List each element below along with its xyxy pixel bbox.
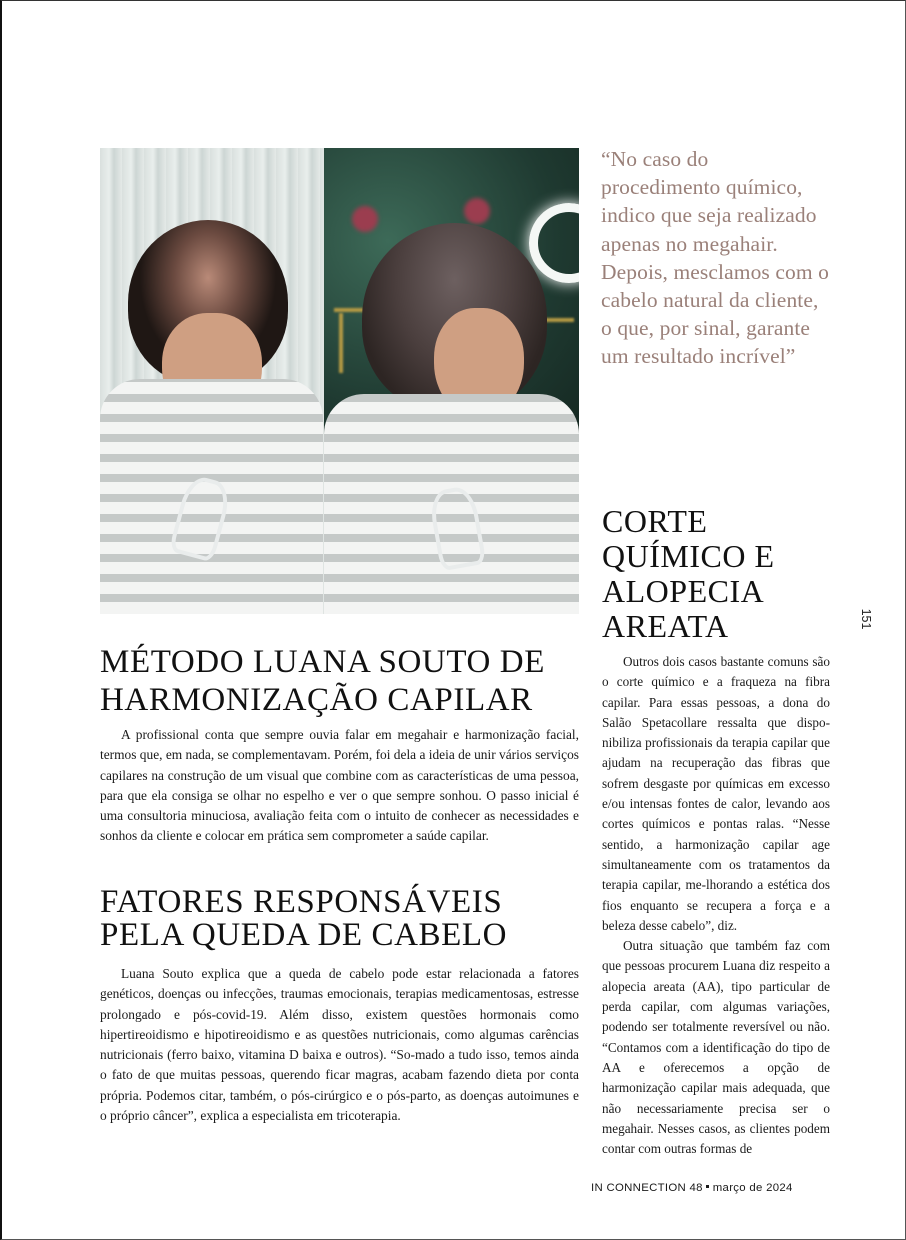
- publication-name: IN CONNECTION 48: [591, 1182, 703, 1194]
- section-heading-fatores: FATORES RESPONSÁVEIS PELA QUEDA DE CABELO: [100, 884, 508, 953]
- separator-dot: [706, 1185, 709, 1188]
- before-after-photo: [100, 148, 579, 614]
- gold-post: [339, 313, 343, 373]
- photo-after-panel: [324, 148, 579, 614]
- ring-light: [529, 203, 579, 283]
- section-body-metodo: [100, 725, 579, 847]
- section-body-corte-quimico: [602, 652, 830, 1159]
- pull-quote: “No caso do procedimento químico, indico que seja realizado apenas no megahair. Depois, mesclamos com o cabelo natural da cliente, o que, por sinal, garante um resultado incrível”: [601, 147, 830, 369]
- photo-before-panel: [100, 148, 323, 614]
- paragraph: Luana Souto explica que a queda de cabelo pode estar relacionada a fatores genéticos, doenças ou infecções, traumas emocionais, terapias medicamentosas, estresse prolongado e pós-covid-19. Além disso, existem questões hormonais como hipertireoidismo e hipotireoidismo e as questões nutricionais, como algumas carências nutricionais (ferro baixo, vitamina D baixa e outros). “So-mado a tudo isso, temos ainda o fato de que muitas pessoas, querendo ficar magras, acabam fazendo dieta por conta própria. Podemos citar, também, o pós-cirúrgico e o pós-parto, as doenças autoimunes e o próprio câncer”, explica a especialista em tricoterapia.: [100, 966, 579, 1124]
- page-footer: [591, 1182, 836, 1194]
- section-body-fatores: [100, 964, 579, 1126]
- paragraph: Outra situação que também faz com que pessoas procurem Luana diz respeito a alopecia areata (AA), tipo particular de perda capilar, com algumas variações, podendo ser totalmente reversível ou não. “Contamos com a identificação do tipo de AA e oferecemos a opção de harmonização capilar mais adequada, que não necessariamente precisa ser o megahair. Nesses casos, as clientes podem contar com outras formas de: [602, 938, 830, 1157]
- publication-date: março de 2024: [712, 1182, 793, 1194]
- page-number: 151: [859, 608, 873, 630]
- section-heading-corte-quimico: CORTE QUÍMICO E ALOPECIA AREATA: [602, 503, 775, 644]
- paragraph: A profissional conta que sempre ouvia falar em megahair e harmonização facial, termos que, em nada, se complementavam. Porém, foi dela a ideia de unir vários serviços capilares na construção de um visual que combine com as características de uma pessoa, para que ela consiga se olhar no espelho e ver o que sempre sonhou. O passo inicial é uma consultoria minuciosa, avaliação feita com o intuito de conhecer as necessidades e sonhos da cliente e colocar em prática sem comprometer a saúde capilar.: [100, 727, 579, 844]
- ornament: [352, 206, 378, 232]
- section-heading-metodo: MÉTODO LUANA SOUTO DE HARMONIZAÇÃO CAPILAR: [100, 644, 545, 718]
- paragraph: Outros dois casos bastante comuns são o corte químico e a fraqueza na fibra capilar. Para essas pessoas, a dona do Salão Spetacollare ressalta que dispo-nibiliza profissionais da terapia capilar que ajudam na recuperação das fibras que sofrem desgaste por químicas em excesso e/ou intensas fontes de calor, levando aos cortes químicos e pontas ralas. “Nesse sentido, a harmonização capilar age simultaneamente com os tratamentos da terapia capilar, me-lhorando a estética dos fios enquanto se recupera a força e a beleza desse cabelo”, diz.: [602, 654, 830, 933]
- ornament: [464, 198, 490, 224]
